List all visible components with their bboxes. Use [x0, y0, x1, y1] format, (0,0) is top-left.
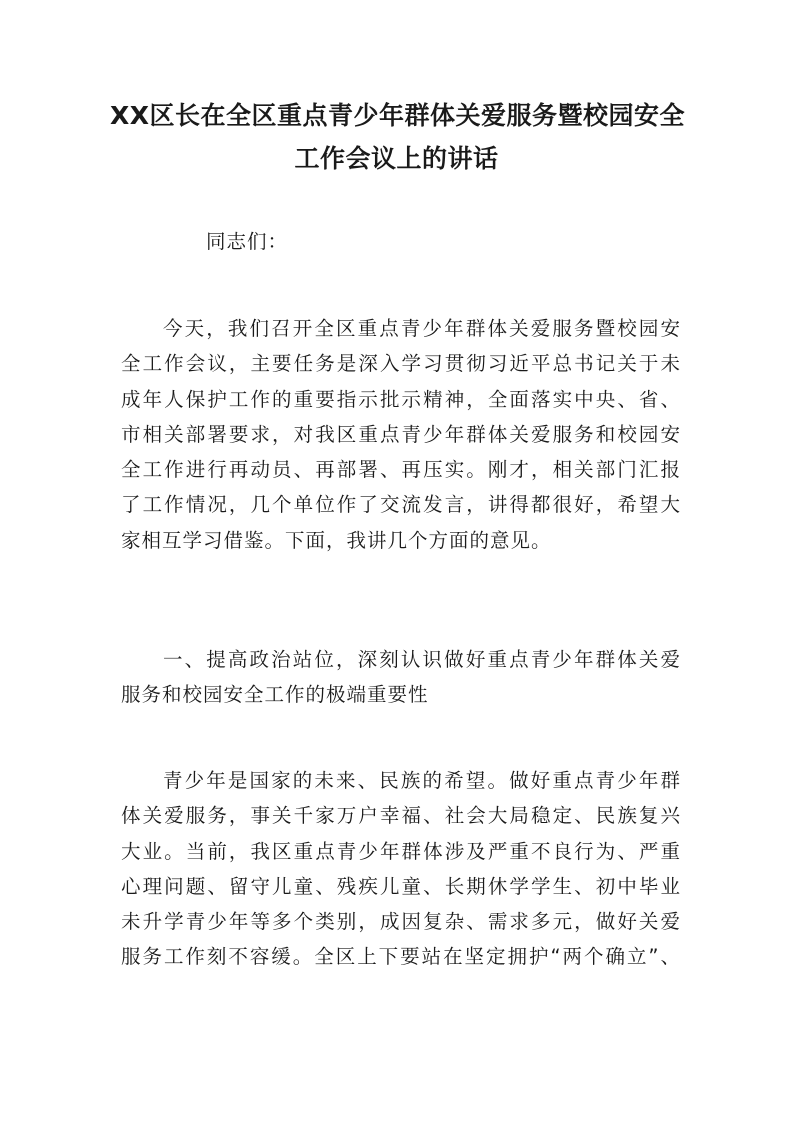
- paragraph-line: 大业。当前，我区重点青少年群体涉及严重不良行为、严重: [121, 839, 681, 863]
- paragraph-line: 全工作会议，主要任务是深入学习贯彻习近平总书记关于未: [121, 352, 681, 376]
- document-title: [110, 94, 686, 180]
- paragraph-line: 市相关部署要求，对我区重点青少年群体关爱服务和校园安: [121, 422, 681, 446]
- paragraph-line: 全工作进行再动员、再部署、再压实。刚才，相关部门汇报: [121, 458, 681, 482]
- paragraph-section-1: [121, 763, 681, 975]
- paragraph-line: 心理问题、留守儿童、残疾儿童、长期休学学生、初中毕业: [121, 874, 681, 898]
- heading-line: 服务和校园安全工作的极端重要性: [121, 683, 429, 707]
- title-line: 工作会议上的讲话: [294, 144, 499, 173]
- paragraph-line: 未升学青少年等多个类别，成因复杂、需求多元，做好关爱: [121, 910, 681, 934]
- title-line: XX区长在全区重点青少年群体关爱服务暨校园安全: [110, 101, 686, 130]
- paragraph-line: 家相互学习借鉴。下面，我讲几个方面的意见。: [121, 528, 552, 552]
- section-heading-1: [121, 642, 681, 713]
- paragraph-line: 成年人保护工作的重要指示批示精神，全面落实中央、省、: [121, 387, 681, 411]
- paragraph-line: 体关爱服务，事关千家万户幸福、社会大局稳定、民族复兴: [121, 804, 681, 828]
- heading-line: 一、提高政治站位，深刻认识做好重点青少年群体关爱: [163, 648, 681, 671]
- paragraph-intro: [121, 311, 681, 558]
- paragraph-line: 今天，我们召开全区重点青少年群体关爱服务暨校园安: [163, 317, 681, 340]
- salutation: 同志们：: [206, 230, 289, 253]
- paragraph-line: 青少年是国家的未来、民族的希望。做好重点青少年群: [163, 769, 681, 792]
- paragraph-line: 服务工作刻不容缓。全区上下要站在坚定拥护“两个确立”、: [121, 945, 681, 969]
- paragraph-line: 了工作情况，几个单位作了交流发言，讲得都很好，希望大: [121, 493, 681, 517]
